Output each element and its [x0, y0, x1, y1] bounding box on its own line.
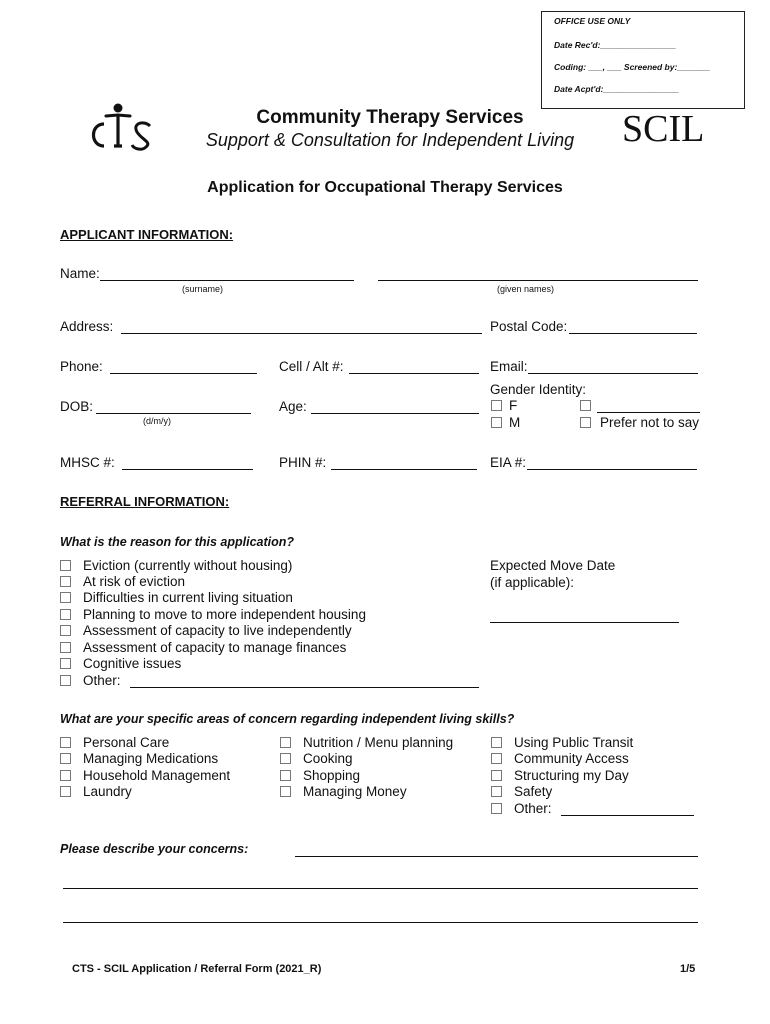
cts-logo [84, 102, 156, 152]
mhsc-field[interactable] [122, 469, 253, 470]
address-field[interactable] [121, 333, 482, 334]
concern-checkbox-other[interactable] [491, 803, 502, 814]
mhsc-label: MHSC #: [60, 455, 115, 470]
concern-label: Safety [514, 784, 553, 799]
concern-question: What are your specific areas of concern regarding independent living skills? [60, 712, 515, 726]
reason-checkbox-planning[interactable] [60, 609, 71, 620]
phone-label: Phone: [60, 359, 103, 374]
eia-label: EIA #: [490, 455, 527, 470]
concern-checkbox[interactable] [491, 786, 502, 797]
concern-label: Household Management [83, 768, 231, 783]
org-subtitle: Support & Consultation for Independent Living [205, 130, 575, 150]
concern-label: Shopping [303, 768, 361, 783]
dob-field[interactable] [96, 413, 251, 414]
given-names-hint: (given names) [497, 284, 555, 294]
cell-field[interactable] [349, 373, 479, 374]
reason-label: At risk of eviction [83, 574, 186, 589]
move-date-field[interactable] [490, 622, 679, 623]
reason-label: Assessment of capacity to manage finances [83, 640, 347, 655]
email-field[interactable] [528, 373, 698, 374]
gender-f-checkbox[interactable] [491, 400, 502, 411]
gender-m-label: M [509, 415, 521, 430]
applicant-section-heading: APPLICANT INFORMATION: [60, 227, 234, 242]
reason-checkbox-other[interactable] [60, 675, 71, 686]
concern-checkbox[interactable] [491, 753, 502, 764]
concern-label: Nutrition / Menu planning [303, 735, 454, 750]
concern-checkbox[interactable] [60, 770, 71, 781]
gender-m-checkbox[interactable] [491, 417, 502, 428]
dob-label: DOB: [60, 399, 94, 414]
move-date-label: Expected Move Date [490, 558, 616, 573]
concern-label: Other: [514, 801, 552, 816]
postal-code-field[interactable] [569, 333, 697, 334]
gender-other-checkbox[interactable] [580, 400, 591, 411]
describe-concerns-line-3[interactable] [63, 922, 698, 923]
concern-checkbox[interactable] [491, 770, 502, 781]
given-names-field[interactable] [378, 280, 698, 281]
address-label: Address: [60, 319, 114, 334]
surname-hint: (surname) [182, 284, 224, 294]
concern-checkbox[interactable] [60, 753, 71, 764]
office-use-box [541, 11, 745, 109]
phin-field[interactable] [331, 469, 477, 470]
footer-page-number: 1/5 [680, 963, 696, 975]
concern-checkbox[interactable] [280, 737, 291, 748]
reason-label: Other: [83, 673, 121, 688]
describe-concerns-line-1[interactable] [295, 856, 698, 857]
concern-label: Structuring my Day [514, 768, 629, 783]
reason-checkbox-difficulties[interactable] [60, 592, 71, 603]
form-title: Application for Occupational Therapy Services [207, 179, 563, 196]
phone-field[interactable] [110, 373, 257, 374]
reason-label: Planning to move to more independent housing [83, 607, 366, 622]
eia-field[interactable] [527, 469, 697, 470]
age-field[interactable] [311, 413, 479, 414]
coding-field: Coding: ___, ___ Screened by:_______ [554, 62, 711, 72]
reason-checkbox-cognitive[interactable] [60, 658, 71, 669]
concern-other-field[interactable] [561, 815, 694, 816]
scil-logo: SCIL [622, 108, 705, 150]
concern-label: Managing Medications [83, 751, 219, 766]
reason-checkbox-capacity-living[interactable] [60, 625, 71, 636]
gender-identity-label: Gender Identity: [490, 382, 587, 397]
concern-checkbox[interactable] [60, 737, 71, 748]
reason-other-field[interactable] [130, 687, 479, 688]
org-title: Community Therapy Services [256, 107, 524, 128]
concern-label: Personal Care [83, 735, 170, 750]
reason-checkbox-capacity-finances[interactable] [60, 642, 71, 653]
cell-label: Cell / Alt #: [279, 359, 344, 374]
date-received-field: Date Rec'd:________________ [554, 40, 677, 50]
concern-checkbox[interactable] [491, 737, 502, 748]
concern-label: Using Public Transit [514, 735, 634, 750]
name-label: Name: [60, 266, 100, 281]
office-use-title: OFFICE USE ONLY [554, 16, 631, 26]
gender-other-field[interactable] [597, 412, 700, 413]
reason-label: Difficulties in current living situation [83, 590, 293, 605]
concern-label: Cooking [303, 751, 353, 766]
date-accepted-field: Date Acpt'd:________________ [554, 84, 680, 94]
age-label: Age: [279, 399, 307, 414]
phin-label: PHIN #: [279, 455, 327, 470]
dob-hint: (d/m/y) [143, 416, 171, 426]
surname-field[interactable] [100, 280, 354, 281]
concern-checkbox[interactable] [280, 770, 291, 781]
referral-section-heading: REFERRAL INFORMATION: [60, 494, 230, 509]
reason-checkbox-eviction[interactable] [60, 560, 71, 571]
concern-label: Community Access [514, 751, 629, 766]
gender-prefer-not-label: Prefer not to say [600, 415, 700, 430]
describe-concerns-line-2[interactable] [63, 888, 698, 889]
concern-checkbox[interactable] [280, 753, 291, 764]
reason-question: What is the reason for this application? [60, 535, 295, 549]
reason-checkbox-risk[interactable] [60, 576, 71, 587]
cts-logo-graphic [84, 102, 156, 152]
concern-label: Laundry [83, 784, 132, 799]
move-date-sublabel: (if applicable): [490, 575, 575, 590]
concern-checkbox[interactable] [280, 786, 291, 797]
reason-label: Eviction (currently without housing) [83, 558, 293, 573]
gender-f-label: F [509, 398, 518, 413]
gender-prefer-not-checkbox[interactable] [580, 417, 591, 428]
concern-label: Managing Money [303, 784, 407, 799]
reason-label: Assessment of capacity to live independently [83, 623, 352, 638]
footer-form-name: CTS - SCIL Application / Referral Form (2021_R) [72, 963, 322, 975]
postal-code-label: Postal Code: [490, 319, 568, 334]
concern-checkbox[interactable] [60, 786, 71, 797]
email-label: Email: [490, 359, 528, 374]
describe-concerns-label: Please describe your concerns: [60, 842, 249, 856]
reason-label: Cognitive issues [83, 656, 182, 671]
